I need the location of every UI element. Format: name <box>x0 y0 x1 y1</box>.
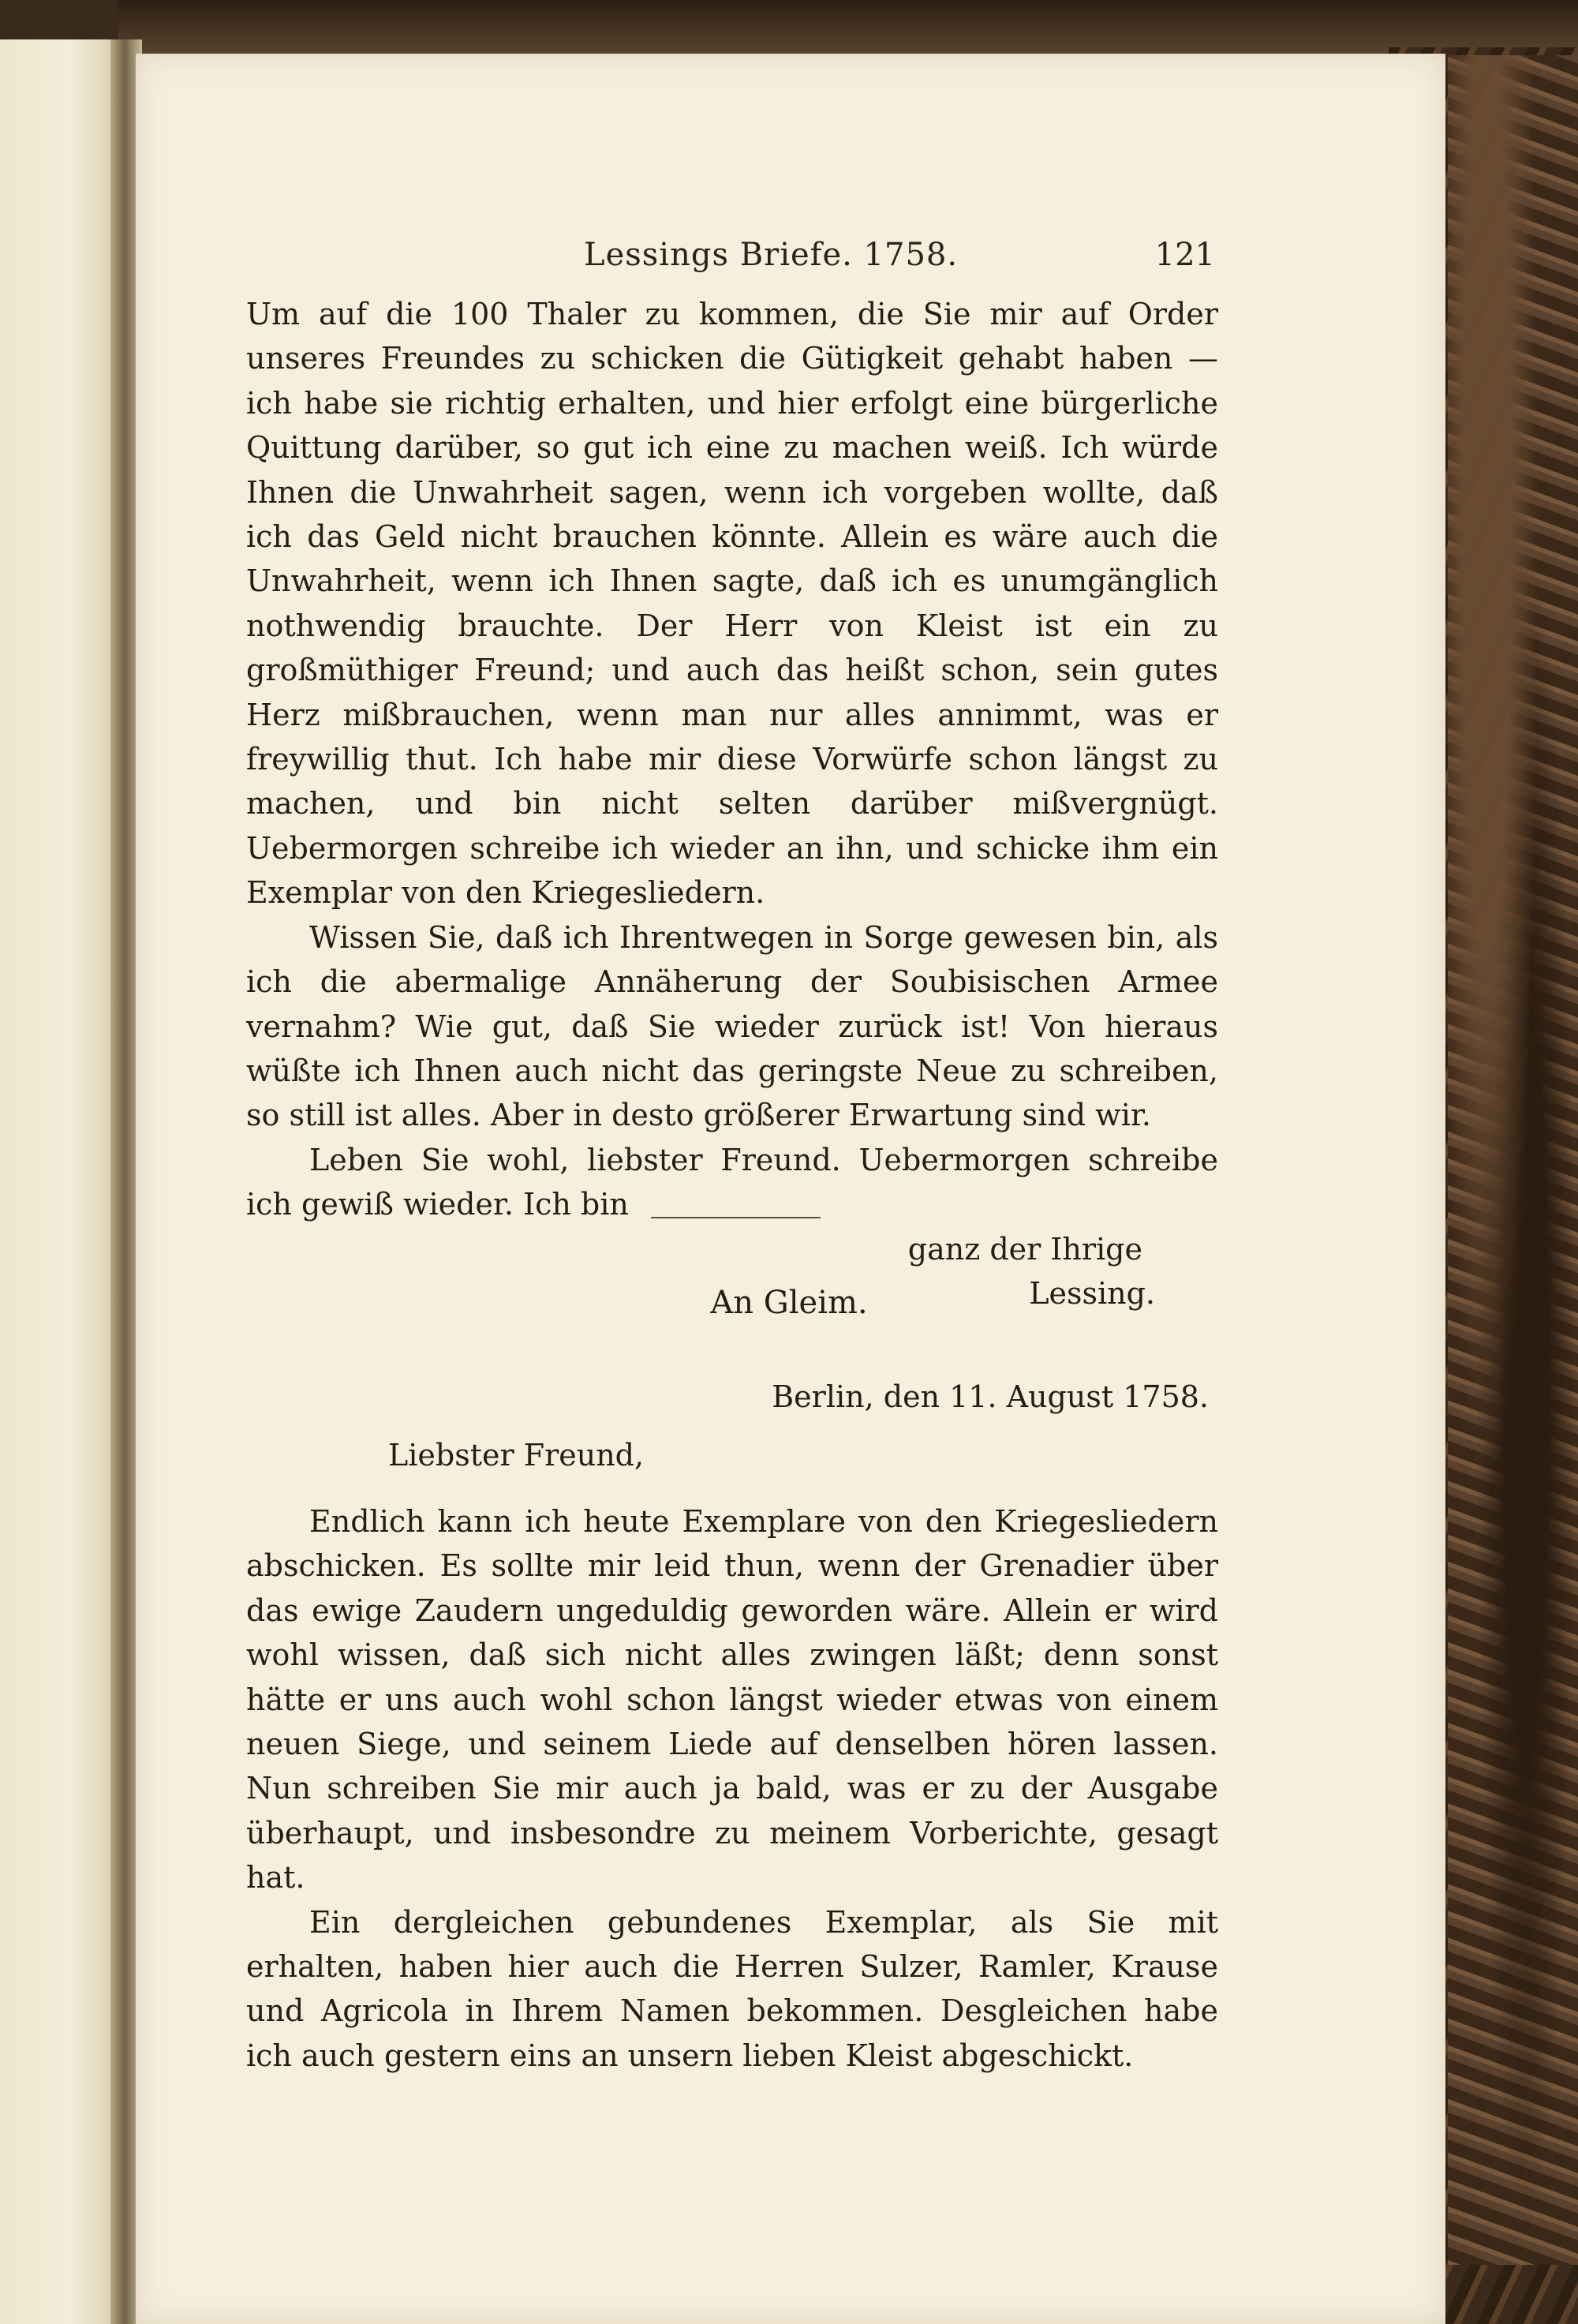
marbled-cover-edge <box>1448 55 1578 2265</box>
letter-1-signature: Lessing. <box>1029 1275 1155 1311</box>
previous-page-edge <box>0 39 118 2324</box>
letter-body-1 <box>246 292 1218 1315</box>
book-top-edge <box>118 0 1578 55</box>
letter-2-paragraph-2: Ein dergleichen gebundenes Exemplar, als Sie mit erhalten, haben hier auch die Herren Sulzer, Ramler, Krause und Agricola in Ihrem Namen bekommen. Desgleichen habe ich auch gestern eins an unsern lieben Kleist abgeschickt. <box>246 1904 1218 2073</box>
letter-salutation: Liebster Freund, <box>388 1438 645 1473</box>
letter-heading: An Gleim. <box>710 1285 868 1321</box>
letter-body-2 <box>246 1499 1218 2078</box>
letter-dateline: Berlin, den 11. August 1758. <box>772 1379 1209 1414</box>
section-divider <box>651 1217 821 1218</box>
letter-1-closing: ganz der Ihrige <box>907 1231 1142 1267</box>
letter-1-paragraph-2: Wissen Sie, daß ich Ihrentwegen in Sorge gewesen bin, als ich die abermalige Annäherung der Soubisischen Armee vernahm? Wie gut, daß Sie wieder zurück ist! Von hieraus wüßte ich Ihnen auch nicht das geringste Neue zu schreiben, so still ist alles. Aber in desto größerer Erwartung sind wir. <box>246 919 1218 1133</box>
letter-1-paragraph-3: Leben Sie wohl, liebster Freund. Uebermorgen schreibe ich gewiß wieder. Ich bin <box>246 1142 1218 1222</box>
letter-1-paragraph-1: Um auf die 100 Thaler zu kommen, die Sie mir auf Order unseres Freundes zu schicken die Gütigkeit gehabt haben — ich habe sie richtig erhalten, und hier erfolgt eine bürgerliche Quittung darüber, so gut ich eine zu machen weiß. Ich würde Ihnen die Unwahrheit sagen, wenn ich vorgeben wollte, daß ich das Geld nicht brauchen könnte. Allein es wäre auch die Unwahrheit, wenn ich Ihnen sagte, daß ich es unumgänglich nothwendig brauchte. Der Herr von Kleist ist ein zu großmüthiger Freund; und auch das heißt schon, sein gutes Herz mißbrauchen, wenn man nur alles annimmt, was er freywillig thut. Ich habe mir diese Vorwürfe schon längst zu machen, und bin nicht selten darüber mißvergnügt. Uebermorgen schreibe ich wieder an ihn, und schicke ihm ein Exemplar von den Kriegesliedern. <box>246 297 1218 911</box>
running-title: Lessings Briefe. 1758. <box>584 237 959 273</box>
letter-2-paragraph-1: Endlich kann ich heute Exemplare von den Kriegesliedern abschicken. Es sollte mir leid thun, wenn der Grenadier über das ewige Zaudern ungeduldig geworden wäre. Allein er wird wohl wissen, daß sich nicht alles zwingen läßt; denn sonst hätte er uns auch wohl schon längst wieder etwas von einem neuen Siege, und seinem Liede auf denselben hören lassen. Nun schreiben Sie mir auch ja bald, was er zu der Ausgabe überhaupt, und insbesondre zu meinem Vorberichte, gesagt hat. <box>246 1504 1218 1896</box>
page-number: 121 <box>1154 237 1215 273</box>
page-header <box>252 237 1215 276</box>
